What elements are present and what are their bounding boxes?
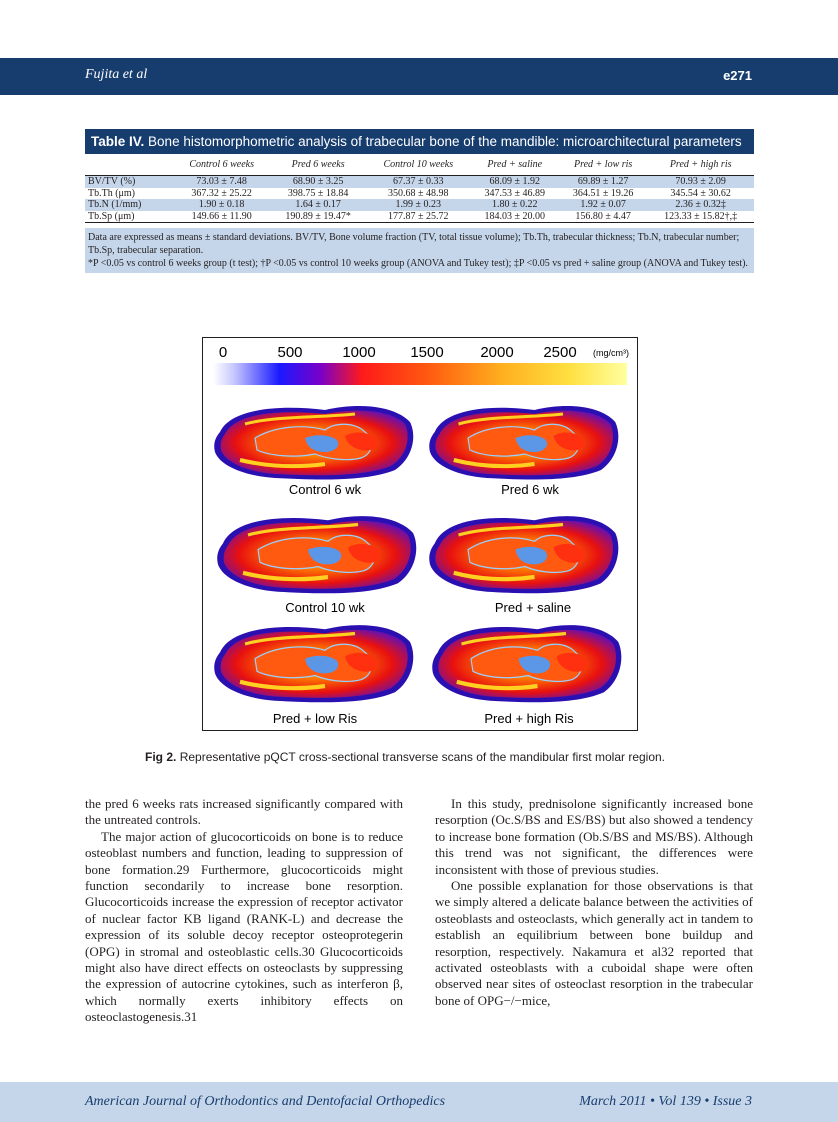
table-cell: 364.51 ± 19.26 xyxy=(572,187,634,199)
header-authors: Fujita et al xyxy=(85,67,148,82)
table-cell: 1.92 ± 0.07 xyxy=(559,199,647,211)
table-cell: 398.75 ± 18.84 xyxy=(287,187,349,199)
table-cell: 156.80 ± 4.47 xyxy=(559,211,647,223)
paragraph: The major action of glucocorticoids on bone is to reduce osteoblast numbers and function, leading to suppression of bone formation.29 Furthermore, glucocorticoids might function secondarily to increase bone resorption. Glucocorticoids increase the expression of receptor activator of nuclear factor KB ligand (RANK-L) and decrease the expression of its soluble decoy receptor osteoprotegerin (OPG) in stromal and osteoblastic cells.30 Glucocorticoids might also have direct effects on osteoclasts by suppressing the expression of autocrine cytokines, such as interferon β, which normally exerts inhibitory effects on osteoclastogenesis.31 xyxy=(85,828,403,1025)
figure-2 xyxy=(202,337,638,731)
scale-tick-label: 1500 xyxy=(410,344,444,361)
running-footer xyxy=(0,1082,838,1122)
panel-label: Control 6 wk xyxy=(288,482,362,497)
table-cell: 1.90 ± 0.18 xyxy=(173,199,270,211)
col-header: Pred + saline xyxy=(471,154,559,176)
row-label: Tb.N (1/mm) xyxy=(85,199,173,211)
table-cell: 190.89 ± 19.47* xyxy=(270,211,366,223)
scale-unit: (mg/cm³) xyxy=(593,348,629,358)
scan-pred-high-ris xyxy=(432,625,621,702)
paragraph: the pred 6 weeks rats increased significantly compared with the untreated controls. xyxy=(85,796,403,828)
table-cell: 177.87 ± 25.72 xyxy=(366,211,471,223)
right-column xyxy=(435,796,753,1009)
pqct-figure-svg xyxy=(203,338,637,730)
table-cell: 347.53 ± 46.89 xyxy=(484,187,546,199)
scan-control-10wk xyxy=(217,516,416,593)
col-header: Control 6 weeks xyxy=(173,154,270,176)
scan-control-6wk xyxy=(214,406,413,480)
table-cell: 68.09 ± 1.92 xyxy=(471,176,559,188)
row-label: Tb.Sp (μm) xyxy=(85,211,173,223)
figure-caption xyxy=(145,750,665,764)
left-column xyxy=(85,796,403,1026)
table-cell: 73.03 ± 7.48 xyxy=(173,176,270,188)
data-table xyxy=(85,154,754,223)
row-label: Tb.Th (μm) xyxy=(88,187,136,199)
table-note: *P <0.05 vs control 6 weeks group (t test); †P <0.05 vs control 10 weeks group (ANOVA and Tukey test); ‡P <0.05 vs pred + saline group (ANOVA and Tukey test). xyxy=(88,258,748,269)
table-cell: 1.64 ± 0.17 xyxy=(270,199,366,211)
running-header xyxy=(0,58,838,95)
col-header: Pred + high ris xyxy=(647,154,754,176)
table-cell: 70.93 ± 2.09 xyxy=(647,176,754,188)
table-footnotes xyxy=(85,228,754,273)
journal-name: American Journal of Orthodontics and Dentofacial Orthopedics xyxy=(85,1094,446,1109)
page-number: e271 xyxy=(723,68,752,83)
table-cell: 67.37 ± 0.33 xyxy=(366,176,471,188)
table-cell: 345.54 ± 30.62 xyxy=(670,187,731,199)
table-cell: 1.99 ± 0.23 xyxy=(366,199,471,211)
col-header xyxy=(85,154,173,176)
figure-caption-label: Fig 2. xyxy=(145,750,177,764)
panel-label: Pred 6 wk xyxy=(501,482,559,497)
panel-label: Pred + high Ris xyxy=(484,711,574,726)
scale-tick-label: 500 xyxy=(277,344,303,361)
table-cell: 69.89 ± 1.27 xyxy=(559,176,647,188)
table-cell: 68.90 ± 3.25 xyxy=(270,176,366,188)
paragraph: In this study, prednisolone significantly increased bone resorption (Oc.S/BS and ES/BS) but also showed a tendency to increase bone formation (Ob.S/BS and MS/BS). Although this trend was not significant, the differences were inconsistent with those of previous studies. xyxy=(435,796,753,877)
table-cell: 350.68 ± 48.98 xyxy=(388,187,449,199)
table-title-bar xyxy=(85,129,754,154)
scan-pred-saline xyxy=(429,516,618,593)
density-color-scale xyxy=(213,344,629,385)
scan-pred-6wk xyxy=(429,406,618,480)
table-iv xyxy=(85,129,754,273)
panel-label: Pred + saline xyxy=(494,600,572,615)
col-header: Pred + low ris xyxy=(559,154,647,176)
table-label: Table IV. xyxy=(91,134,145,149)
table-row xyxy=(85,176,754,188)
table-cell: 1.80 ± 0.22 xyxy=(471,199,559,211)
color-scale-bar xyxy=(213,363,627,385)
table-title: Bone histomorphometric analysis of trabecular bone of the mandible: microarchitectural parameters xyxy=(148,134,742,149)
table-cell: 149.66 ± 11.90 xyxy=(173,211,270,223)
table-header-row xyxy=(85,154,754,176)
scale-tick-label: 0 xyxy=(218,344,228,361)
table-cell: 367.32 ± 25.22 xyxy=(191,187,252,199)
table-row xyxy=(85,211,754,223)
paragraph: One possible explanation for those observations is that we simply altered a delicate balance between the activities of osteoblasts and osteoclasts, which generally act in tandem to establish an equilibrium between bone buildup and resorption, respectively. Nakamura et al32 reported that activated osteoblasts with a cuboidal shape were often observed near sites of osteoclast resorption in the trabecular bone of OPG−/−mice, xyxy=(435,878,753,1008)
scale-tick-label: 1000 xyxy=(342,344,376,361)
col-header: Control 10 weeks xyxy=(366,154,471,176)
figure-caption-text: Representative pQCT cross-sectional transverse scans of the mandibular first molar region. xyxy=(179,750,666,764)
scale-tick-label: 2000 xyxy=(480,344,514,361)
table-cell: 2.36 ± 0.32‡ xyxy=(647,199,754,211)
scan-pred-low-ris xyxy=(214,625,413,702)
table-cell: 123.33 ± 15.82†,‡ xyxy=(647,211,754,223)
panel-label: Control 10 wk xyxy=(285,600,365,615)
table-cell: 184.03 ± 20.00 xyxy=(471,211,559,223)
table-row xyxy=(85,188,754,200)
issue-info: March 2011 • Vol 139 • Issue 3 xyxy=(579,1094,752,1109)
col-header: Pred 6 weeks xyxy=(270,154,366,176)
scale-tick-label: 2500 xyxy=(543,344,577,361)
table-row xyxy=(85,199,754,211)
table-note: Data are expressed as means ± standard deviations. BV/TV, Bone volume fraction (TV, total tissue volume); Tb.Th, trabecular thickness; Tb.N, trabecular number; Tb.Sp, trabecular separation. xyxy=(88,232,740,256)
row-label: BV/TV (%) xyxy=(85,176,173,188)
panel-label: Pred + low Ris xyxy=(272,711,358,726)
